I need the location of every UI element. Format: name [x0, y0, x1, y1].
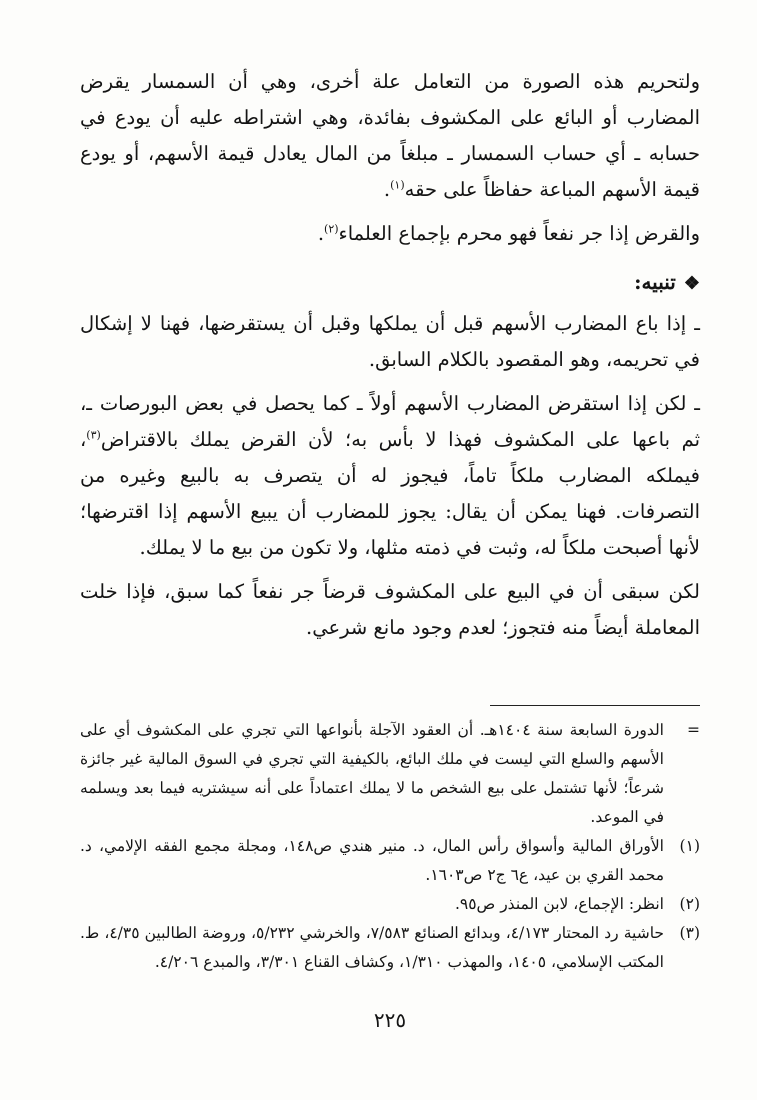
footnote-divider — [490, 705, 700, 706]
paragraph-end: . — [317, 222, 325, 245]
footnote-text: الأوراق المالية وأسواق رأس المال، د. منير هندي ص١٤٨، ومجلة مجمع الفقه الإلامي، د. محمد القري بن عيد، ع٦ ج٢ ص١٦٠٣. — [80, 837, 664, 884]
page-number: ٢٢٥ — [373, 1008, 407, 1032]
paragraph-text: والقرض إذا جر نفعاً فهو محرم بإجماع العلماء — [338, 222, 700, 245]
paragraph-text-continued: ، فيملكه المضارب ملكاً تاماً، فيجوز له أن يتصرف به بالبيع وغيره من التصرفات. فهنا يمكن أن يقال: يجوز للمضارب أن يبيع الأسهم إذا اقترضها؛ لأنها أصبحت ملكاً له، وثبت في ذمته مثلها، ولا تكون من بيع ما لا يملك. — [80, 428, 700, 559]
body-paragraph — [80, 216, 700, 252]
diamond-bullet-icon: ❖ — [683, 273, 700, 294]
footnote-text: الدورة السابعة سنة ١٤٠٤هـ. أن العقود الآجلة بأنواعها التي تجري على المكشوف أي على الأسهم والسلع التي ليست في ملك البائع، بالكيفية التي تجري في السوق المالية غير جائزة شرعاً؛ لأنها تشتمل على بيع الشخص ما لا يملك اعتماداً على أنه سيشتريه فيما بعد ويسلمه في الموعد. — [80, 721, 664, 826]
footnote-reference[interactable]: (٢) — [324, 222, 339, 236]
footnote-marker: = — [687, 721, 700, 739]
footnote-text: حاشية رد المحتار ٤/١٧٣، وبدائع الصنائع ٧/٥٨٣، والخرشي ٥/٢٣٢، وروضة الطالبين ٤/٣٥، ط. المكتب الإسلامي، ١٤٠٥، والمهذب ١/٣١٠، وكشاف القناع ٣/٣٠١، والمبدع ٤/٢٠٦. — [80, 924, 664, 971]
footnote-item — [80, 716, 700, 832]
note-paragraph — [80, 574, 700, 646]
heading-label: تنبيه: — [634, 270, 676, 294]
footnote-text: انظر: الإجماع، لابن المنذر ص٩٥. — [454, 895, 664, 913]
note-paragraph — [80, 306, 700, 378]
paragraph-text: ولتحريم هذه الصورة من التعامل علة أخرى، وهي أن السمسار يقرض المضارب أو البائع على المكشوف بفائدة، وهي اشتراطه عليه أن يودع في حسابه ـ أي حساب السمسار ـ مبلغاً من المال يعادل قيمة الأسهم، أو يودع قيمة الأسهم المباعة حفاظاً على حقه — [80, 70, 700, 201]
footnote-reference[interactable]: (١) — [390, 178, 405, 192]
footnotes-section — [80, 716, 700, 977]
body-paragraph — [80, 64, 700, 208]
note-paragraph — [80, 386, 700, 566]
footnote-item — [80, 890, 700, 919]
paragraph-text: لكن سبقى أن في البيع على المكشوف قرضاً جر نفعاً كما سبق، فإذا خلت المعاملة أيضاً منه فتجوز؛ لعدم وجود مانع شرعي. — [80, 580, 700, 639]
footnote-marker: (٣) — [679, 924, 700, 942]
paragraph-text: ـ إذا باع المضارب الأسهم قبل أن يملكها وقبل أن يستقرضها، فهنا لا إشكال في تحريمه، وهو المقصود بالكلام السابق. — [80, 312, 700, 371]
footnote-reference[interactable]: (٣) — [86, 428, 101, 442]
footnote-marker: (١) — [679, 837, 700, 855]
paragraph-end: . — [383, 178, 391, 201]
footnote-item — [80, 832, 700, 890]
footnote-marker: (٢) — [679, 895, 700, 913]
book-page — [80, 64, 700, 1032]
section-heading — [80, 264, 700, 302]
paragraph-text: ـ لكن إذا استقرض المضارب الأسهم أولاً ـ كما يحصل في بعض البورصات ـ، ثم باعها على المكشوف فهذا لا بأس به؛ لأن القرض يملك بالاقتراض — [80, 392, 700, 451]
footnote-item — [80, 919, 700, 977]
